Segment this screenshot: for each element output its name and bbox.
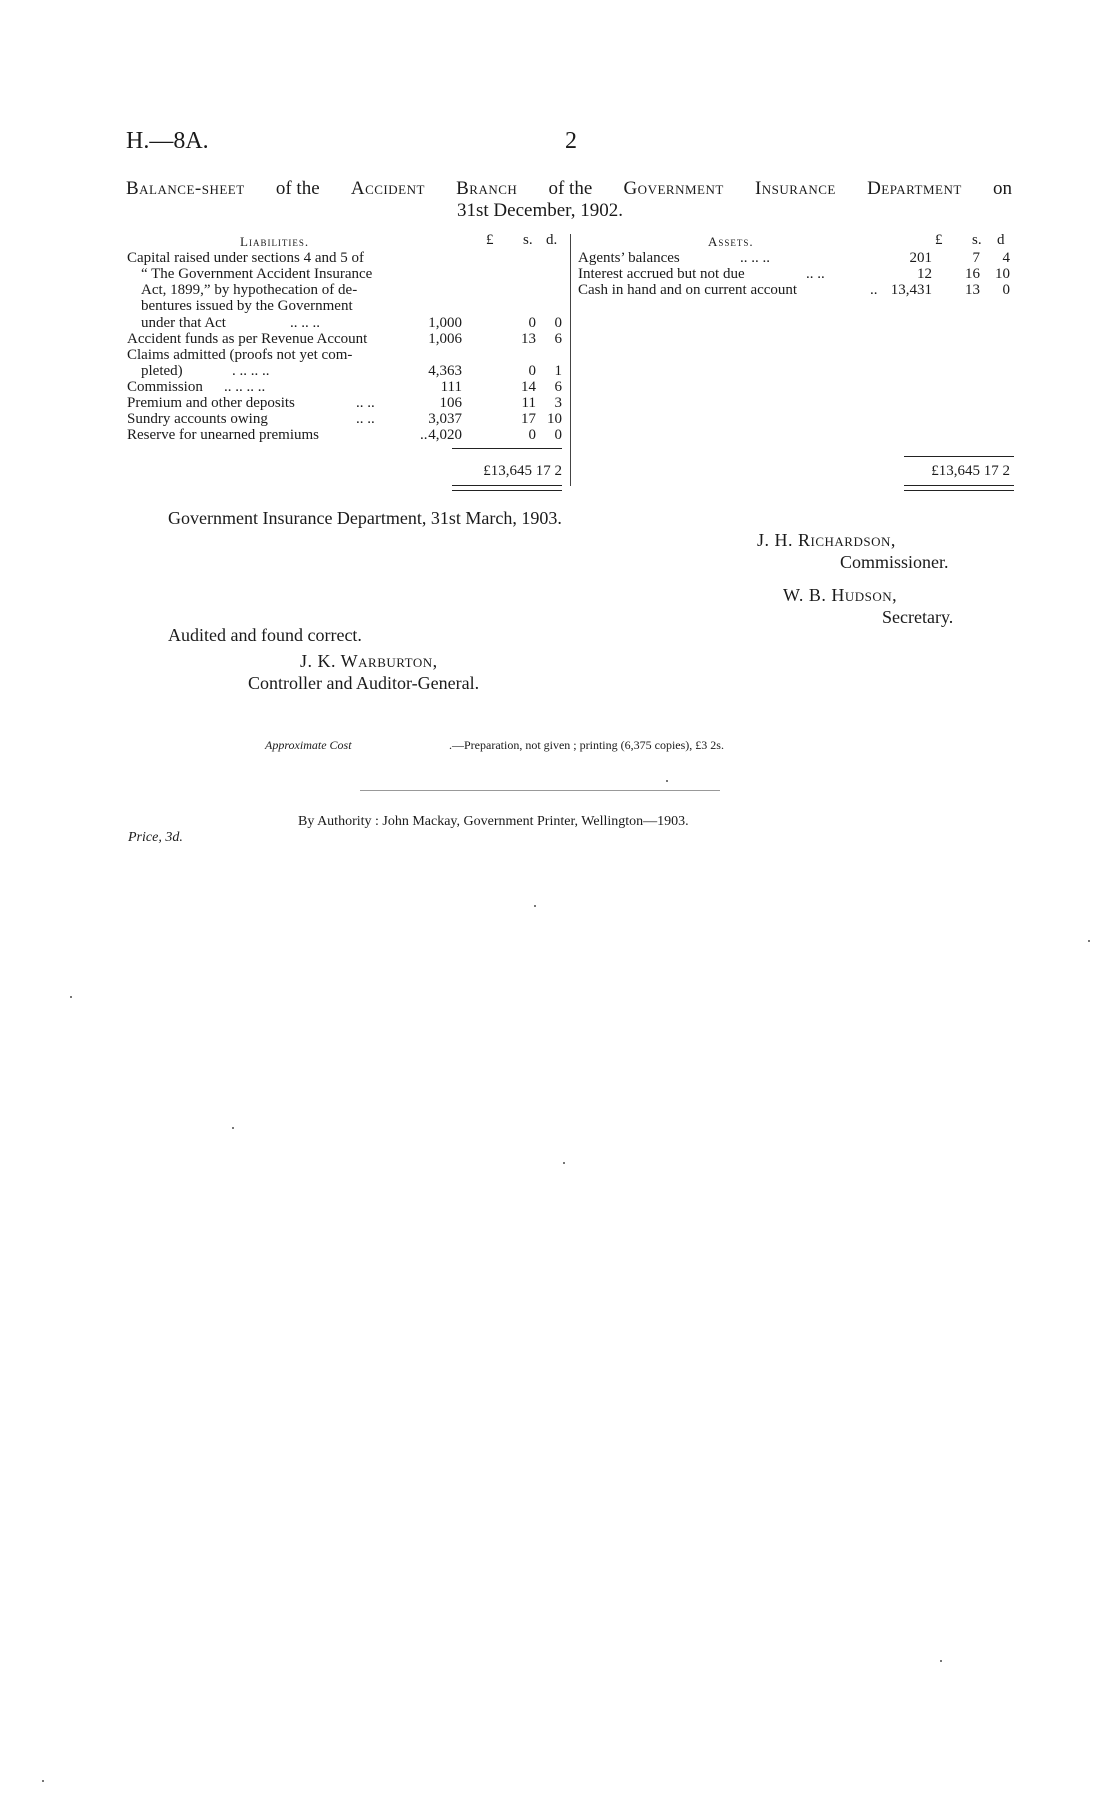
subtotal-rule — [452, 448, 562, 449]
currency-pounds-header: £ — [935, 232, 943, 248]
title-word: Balance-sheet — [126, 178, 245, 199]
asset-label: Interest accrued but not due — [578, 266, 745, 282]
title-word: on — [993, 178, 1012, 199]
asset-shillings: 13 — [965, 282, 980, 298]
currency-shillings-header: s. — [972, 232, 982, 248]
scan-speck — [940, 1660, 942, 1662]
liability-label: Commission — [127, 379, 203, 395]
liability-shillings: 11 — [521, 395, 536, 411]
audit-statement: Audited and found correct. — [168, 625, 362, 645]
currency-shillings-header: s. — [523, 232, 533, 248]
asset-pounds: 201 — [909, 250, 932, 266]
subtotal-rule — [904, 456, 1014, 457]
asset-pence: 10 — [995, 266, 1010, 282]
currency-pence-header: d. — [546, 232, 558, 248]
liability-pounds: 106 — [439, 395, 462, 411]
balance-sheet-date: 31st December, 1902. — [457, 200, 623, 221]
scan-speck — [42, 1780, 44, 1782]
footer-rule — [360, 790, 720, 791]
total-double-rule — [452, 485, 562, 491]
liability-pounds: 1,006 — [428, 331, 462, 347]
title-word: of the — [548, 178, 593, 199]
currency-pounds-header: £ — [486, 232, 494, 248]
liability-pence: 0 — [554, 315, 562, 331]
liability-label: Reserve for unearned premiums — [127, 427, 320, 443]
leader-dots: .. .. .. .. — [224, 379, 266, 395]
liabilities-total: £13,645 17 2 — [483, 463, 562, 479]
auditor-title: Controller and Auditor-General. — [248, 673, 480, 693]
leader-dots: .. — [420, 427, 428, 443]
balance-sheet-title — [126, 178, 1012, 200]
signatory-name: W. B. Hudson, — [783, 585, 898, 605]
total-double-rule — [904, 485, 1014, 491]
document-code: H.—8A. — [126, 128, 209, 154]
leader-dots: .. .. .. — [290, 315, 320, 331]
liability-pounds: 1,000 — [428, 315, 462, 331]
leader-dots: . .. .. .. — [232, 363, 270, 379]
capital-text-line: Act, 1899,” by hypothecation of de- — [141, 282, 358, 298]
signatory-title: Secretary. — [882, 607, 954, 627]
scan-speck — [232, 1127, 234, 1129]
title-word: Department — [867, 178, 962, 199]
asset-label: Cash in hand and on current account — [578, 282, 798, 298]
liability-pence: 1 — [554, 363, 562, 379]
leader-dots: .. .. — [806, 266, 825, 282]
cost-label: Approximate Cost — [265, 738, 352, 752]
liability-pence: 6 — [554, 331, 562, 347]
leader-dots: .. .. — [356, 411, 375, 427]
liability-pence: 0 — [554, 427, 562, 443]
title-word: Branch — [456, 178, 518, 199]
title-word: Accident — [350, 178, 425, 199]
liability-pounds: 4,020 — [428, 427, 462, 443]
scan-speck — [666, 780, 668, 782]
signatory-title: Commissioner. — [840, 552, 949, 572]
asset-label: Agents’ balances — [578, 250, 680, 266]
price: Price, 3d. — [128, 830, 183, 845]
title-word: Government — [623, 178, 724, 199]
scan-speck — [563, 1162, 565, 1164]
liabilities-heading: Liabilities. — [240, 234, 310, 249]
scan-speck — [534, 905, 536, 907]
liability-shillings: 0 — [528, 315, 536, 331]
signatory-name: J. H. Richardson, — [757, 530, 896, 550]
claims-text: Claims admitted (proofs not yet com- — [127, 347, 353, 363]
asset-pence: 4 — [1002, 250, 1010, 266]
liability-label: Accident funds as per Revenue Account — [127, 331, 368, 347]
liability-pence: 3 — [554, 395, 562, 411]
assets-heading: Assets. — [708, 234, 754, 249]
title-word: Insurance — [754, 178, 836, 199]
liability-pounds: 111 — [440, 379, 462, 395]
liability-shillings: 17 — [521, 411, 536, 427]
leader-dots: .. .. — [356, 395, 375, 411]
liability-shillings: 13 — [521, 331, 536, 347]
cost-text: .—Preparation, not given ; printing (6,375 copies), £3 2s. — [449, 738, 724, 752]
liability-pence: 6 — [554, 379, 562, 395]
liability-shillings: 0 — [528, 427, 536, 443]
auditor-name: J. K. Warburton, — [300, 651, 438, 671]
liability-label: pleted) — [141, 363, 183, 379]
scan-speck — [1088, 940, 1090, 942]
leader-dots: .. .. .. — [740, 250, 770, 266]
scan-speck — [70, 996, 72, 998]
asset-pounds: 12 — [917, 266, 932, 282]
asset-shillings: 16 — [965, 266, 980, 282]
capital-text-line: bentures issued by the Government — [141, 298, 353, 314]
dateline: Government Insurance Department, 31st March, 1903. — [168, 508, 562, 528]
liability-label: Sundry accounts owing — [127, 411, 268, 427]
asset-pounds: 13,431 — [890, 282, 932, 298]
page-number: 2 — [565, 128, 577, 154]
liability-label: under that Act — [141, 315, 226, 331]
liability-pounds: 3,037 — [428, 411, 462, 427]
liability-shillings: 0 — [528, 363, 536, 379]
assets-total: £13,645 17 2 — [931, 463, 1010, 479]
capital-text-line: Capital raised under sections 4 and 5 of — [127, 250, 365, 266]
liability-pence: 10 — [547, 411, 562, 427]
liability-pounds: 4,363 — [428, 363, 462, 379]
currency-pence-header: d — [997, 232, 1005, 248]
asset-shillings: 7 — [972, 250, 980, 266]
liability-shillings: 14 — [521, 379, 536, 395]
leader-dots: .. — [870, 282, 878, 298]
column-divider — [570, 234, 571, 486]
authority-line: By Authority : John Mackay, Government Printer, Wellington—1903. — [298, 814, 689, 829]
liability-label: Premium and other deposits — [127, 395, 295, 411]
title-word: of the — [275, 178, 320, 199]
capital-text-line: “ The Government Accident Insurance — [141, 266, 373, 282]
asset-pence: 0 — [1002, 282, 1010, 298]
